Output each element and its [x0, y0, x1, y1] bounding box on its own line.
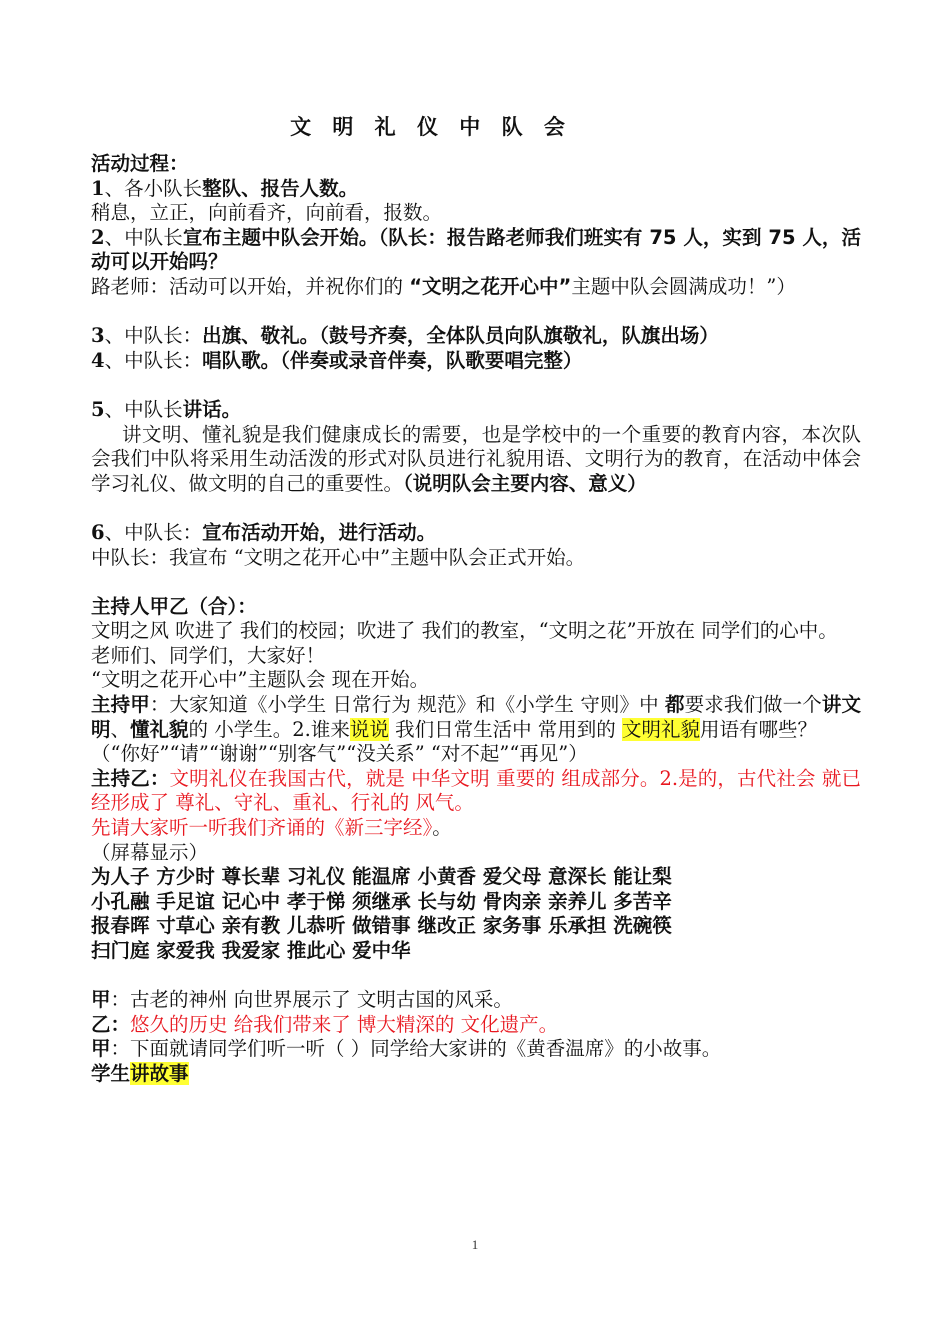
- jia-line-2: [91, 1037, 861, 1062]
- blank-line: [91, 300, 861, 325]
- poem-line: 为人子 方少时 尊长辈 习礼仪 能温席 小黄香 爱父母 意深长 能让梨: [91, 865, 672, 889]
- speaker-label: 乙：: [91, 1012, 131, 1036]
- step-2: [91, 226, 861, 275]
- host-a-text: 的 小学生。2.谁来: [188, 717, 350, 741]
- listen-period: 。: [432, 816, 452, 840]
- host-a-text: ：大家知道《小学生 日常行为 规范》和《小学生 守则》中: [149, 693, 666, 717]
- speech-note: （说明队会主要内容、意义）: [403, 471, 647, 495]
- host-a-paragraph: [91, 693, 861, 742]
- page-number: 1: [471, 1237, 479, 1252]
- host-a-text: 要求我们做一个: [684, 693, 822, 717]
- listen-line: [91, 816, 861, 841]
- jia-text: ：古老的神州 向世界展示了 文明古国的风采。: [110, 988, 513, 1012]
- poem-line: 扫门庭 家爱我 我爱家 推此心 爱中华: [91, 939, 411, 962]
- step-number: 2: [91, 225, 105, 249]
- step-number: 6: [91, 520, 105, 544]
- step-5: [91, 398, 861, 423]
- step-bold-text: 宣布活动开始，进行活动。: [202, 520, 437, 544]
- hosts-line: 文明之风 吹进了 我们的校园；吹进了 我们的教室，“文明之花”开放在 同学们的心中。: [91, 619, 838, 643]
- screen-note: （屏幕显示）: [91, 840, 209, 864]
- speaker-label: 甲: [91, 1037, 111, 1061]
- step-number: 1: [91, 176, 105, 200]
- speaker-label: 主持甲: [91, 693, 150, 717]
- speaker-label: 甲: [91, 988, 111, 1012]
- host-a-text: 我们日常生活中 常用到的: [388, 717, 622, 741]
- host-a-text: 、: [110, 717, 131, 741]
- blank-line: [91, 373, 861, 398]
- jia-line-1: [91, 988, 861, 1013]
- step-bold-text: 讲话。: [182, 397, 242, 421]
- yi-line-1: [91, 1013, 861, 1038]
- step-number: 5: [91, 397, 105, 421]
- step-text: 、各小队长: [104, 176, 203, 200]
- step-1-detail: 稍息，立正，向前看齐，向前看，报数。: [91, 201, 443, 225]
- speech-paragraph: [91, 423, 861, 497]
- blank-line: [91, 570, 861, 595]
- activity-heading: 活动过程：: [91, 152, 189, 175]
- student-label: 学生: [91, 1061, 131, 1085]
- student-story-line: [91, 1062, 861, 1087]
- blank-line: [91, 496, 861, 521]
- speaker-label: 主持乙：: [91, 766, 170, 790]
- hosts-greeting: 老师们、同学们，大家好！: [91, 643, 326, 667]
- speech-text: 讲文明、懂礼貌是我们健康成长的需要，也是学校中的一个重要的教育内容，本次队会我们中队将采用生动活泼的形式对队员进行礼貌用语、文明行为的教育，在活动中体会学习礼仪、做文明的自己的重要性。: [91, 422, 861, 495]
- host-b-paragraph: [91, 767, 861, 816]
- highlighted-text: 说说: [349, 717, 389, 741]
- teacher-reply: [91, 275, 861, 300]
- yi-text: 悠久的历史 给我们带来了 博大精深的 文化遗产。: [130, 1012, 559, 1036]
- step-number: 4: [91, 348, 105, 372]
- teacher-reply-text: 路老师：活动可以开始，并祝你们的: [91, 274, 410, 298]
- step-text: 、中队长: [104, 225, 183, 249]
- poem-line: 报春晖 寸草心 亲有教 儿恭听 做错事 继改正 家务事 乐承担 洗碗筷: [91, 914, 672, 938]
- document-title: 文 明 礼 仪 中 队 会: [290, 115, 572, 139]
- step-4: [91, 349, 861, 374]
- host-b-text: 文明礼仪在我国古代，就是 中华文明 重要的 组成部分。2.是的，古代社会 就已经形成了 尊礼、守礼、重礼、行礼的 风气。: [91, 766, 861, 815]
- hosts-heading: 主持人甲乙（合）：: [91, 594, 257, 618]
- listen-text: 先请大家听一听我们齐诵的《新三字经》: [91, 816, 433, 840]
- emphasis-text: 都: [665, 693, 685, 717]
- step-bold-text: 宣布主题中队会开始。（队长：报告路老师我们班实有 75 人，实到 75 人，活动可以开始吗？: [91, 225, 861, 274]
- step-1: [91, 177, 861, 202]
- blank-line: [91, 964, 861, 989]
- step-text: 、中队长：: [104, 348, 203, 372]
- step-number: 3: [91, 324, 105, 348]
- step-text: 、中队长: [104, 397, 183, 421]
- highlighted-text: 讲故事: [130, 1061, 189, 1085]
- highlighted-text: 文明礼貌: [621, 717, 700, 741]
- step-bold-text: 出旗、敬礼。（鼓号齐奏，全体队员向队旗敬礼，队旗出场）: [202, 324, 719, 348]
- document-body: [91, 152, 861, 1087]
- step-6-detail: 中队长：我宣布 “文明之花开心中”主题中队会正式开始。: [91, 545, 586, 569]
- theme-name: “文明之花开心中”: [409, 274, 572, 298]
- step-bold-text: 整队、报告人数。: [202, 176, 359, 200]
- step-text: 、中队长：: [104, 324, 203, 348]
- hosts-open: “文明之花开心中”主题队会 现在开始。: [91, 668, 430, 692]
- emphasis-text: 讲文明: [91, 693, 861, 741]
- phrases-list: （“你好”“请”“谢谢”“别客气”“没关系” “对不起”“再见”）: [91, 742, 588, 766]
- step-6: [91, 521, 861, 546]
- emphasis-text: 懂礼貌: [130, 717, 189, 741]
- poem-line: 小孔融 手足谊 记心中 孝于悌 须继承 长与幼 骨肉亲 亲养儿 多苦辛: [91, 889, 672, 913]
- step-3: [91, 324, 861, 349]
- teacher-reply-end: 主题中队会圆满成功！”）: [571, 274, 796, 298]
- host-a-text: 用语有哪些？: [700, 717, 818, 741]
- jia-text: ：下面就请同学们听一听（ ）同学给大家讲的《黄香温席》的小故事。: [110, 1037, 722, 1061]
- step-bold-text: 唱队歌。（伴奏或录音伴奏，队歌要唱完整）: [202, 348, 583, 372]
- step-text: 、中队长：: [104, 520, 203, 544]
